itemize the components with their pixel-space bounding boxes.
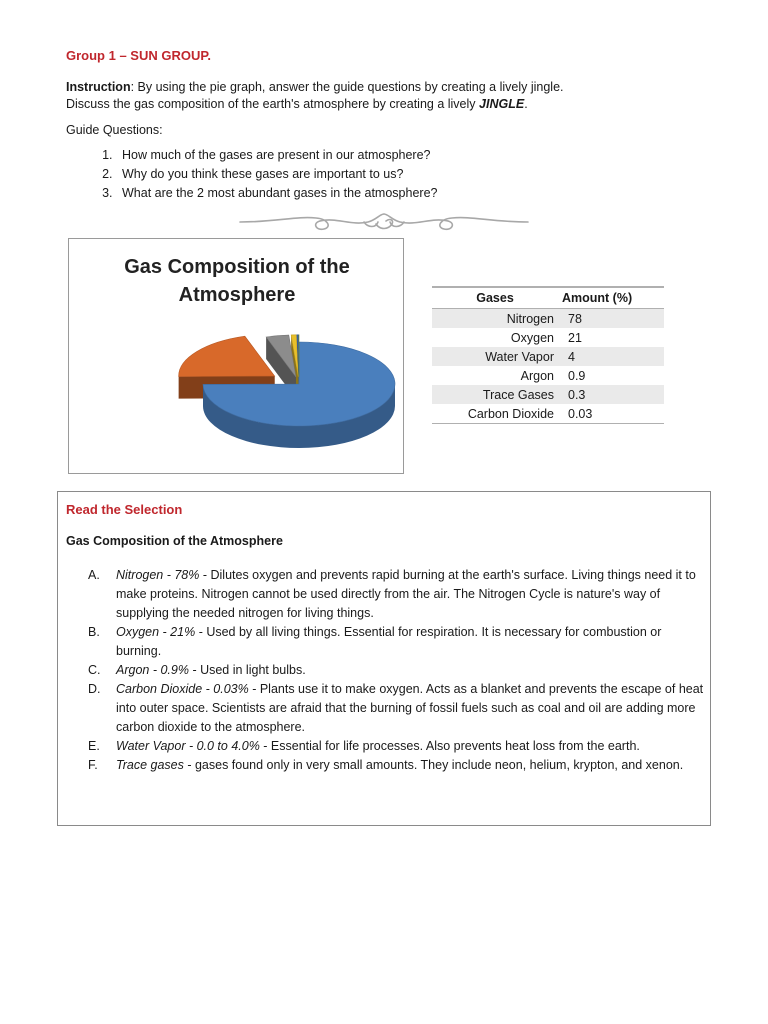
item-marker: D. bbox=[88, 682, 101, 696]
selection-title: Read the Selection bbox=[66, 502, 183, 517]
selection-list bbox=[88, 566, 708, 775]
gas-amount-table bbox=[432, 286, 664, 424]
item-text: - Plants use it to make oxygen. Acts as a blanket and prevents the escape of heat into outer space. Scientists are afraid that the burning of fossil fuels such as coal and oil are adding more carbon dioxide to the atmosphere. bbox=[116, 682, 704, 734]
table-header-gases: Gases bbox=[432, 287, 558, 309]
pie-chart bbox=[69, 239, 405, 475]
gas-name: Water Vapor bbox=[432, 347, 558, 366]
gas-name: Nitrogen bbox=[432, 309, 558, 329]
selection-heading: Gas Composition of the Atmosphere bbox=[66, 534, 283, 548]
group-title: Group 1 – SUN GROUP. bbox=[66, 48, 211, 63]
discuss-emphasis: JINGLE bbox=[479, 97, 525, 111]
table-header-row bbox=[432, 287, 664, 309]
item-term: Carbon Dioxide - 0.03% bbox=[116, 682, 249, 696]
gas-amount: 0.9 bbox=[568, 368, 586, 383]
gas-name: Oxygen bbox=[510, 330, 554, 345]
instruction-label: Instruction bbox=[66, 80, 131, 94]
item-text: - Used by all living things. Essential for respiration. It is necessary for combustion or burning. bbox=[116, 625, 662, 658]
pie-slice-oxygen bbox=[179, 336, 275, 376]
gas-name: Carbon Dioxide bbox=[432, 404, 558, 424]
gas-amount: 21 bbox=[568, 330, 582, 345]
guide-question: 1. How much of the gases are present in our atmosphere? bbox=[116, 146, 437, 165]
instruction-block bbox=[66, 79, 706, 113]
table-row bbox=[432, 328, 664, 347]
table-header-amount: Amount (%) bbox=[558, 287, 664, 309]
gas-amount: 78 bbox=[558, 309, 664, 329]
table-row bbox=[432, 347, 664, 366]
discuss-end: . bbox=[524, 97, 528, 111]
guide-questions-label: Guide Questions: bbox=[66, 123, 163, 137]
instruction-text: : By using the pie graph, answer the guide questions by creating a lively jingle. bbox=[130, 80, 564, 94]
guide-question: 3. What are the 2 most abundant gases in the atmosphere? bbox=[116, 184, 437, 203]
instruction-line bbox=[66, 79, 706, 96]
list-item bbox=[88, 756, 708, 775]
item-marker: B. bbox=[88, 625, 100, 639]
chart-title-line: Atmosphere bbox=[178, 284, 296, 306]
table-row bbox=[432, 309, 664, 329]
item-text: - Used in light bulbs. bbox=[188, 663, 306, 677]
item-term: Trace gases bbox=[116, 758, 184, 772]
chart-title-line: Gas Composition of the bbox=[124, 256, 350, 278]
list-item bbox=[88, 661, 708, 680]
guide-questions-list bbox=[92, 146, 437, 203]
gas-amount: 4 bbox=[558, 347, 664, 366]
gas-amount: 0.3 bbox=[558, 385, 664, 404]
list-item bbox=[88, 623, 708, 661]
item-text: - Dilutes oxygen and prevents rapid burning at the earth's surface. Living things need it to make proteins. Nitrogen cannot be used directly from the air. The Nitrogen Cycle is nature's way of supplying the needed nitrogen for living things. bbox=[116, 568, 696, 620]
table-row bbox=[432, 404, 664, 424]
item-term: Nitrogen - 78% bbox=[116, 568, 200, 582]
gas-name: Argon bbox=[520, 368, 554, 383]
item-marker: F. bbox=[88, 758, 98, 772]
pie-chart-panel bbox=[68, 238, 404, 474]
discuss-line bbox=[66, 96, 706, 113]
item-marker: C. bbox=[88, 663, 101, 677]
guide-question: 2. Why do you think these gases are important to us? bbox=[116, 165, 437, 184]
gas-name: Trace Gases bbox=[432, 385, 558, 404]
item-marker: E. bbox=[88, 739, 100, 753]
item-text: - gases found only in very small amounts. They include neon, helium, krypton, and xenon. bbox=[183, 758, 684, 772]
read-selection-panel bbox=[57, 491, 711, 826]
list-item bbox=[88, 680, 708, 737]
table-row bbox=[432, 366, 664, 385]
discuss-text: Discuss the gas composition of the earth's atmosphere by creating a lively bbox=[66, 97, 476, 111]
table-row bbox=[432, 385, 664, 404]
scroll-divider-ornament bbox=[236, 210, 532, 234]
item-term: Oxygen - 21% bbox=[116, 625, 196, 639]
item-text: - Essential for life processes. Also prevents heat loss from the earth. bbox=[259, 739, 640, 753]
item-term: Argon - 0.9% bbox=[116, 663, 189, 677]
list-item bbox=[88, 566, 708, 623]
list-item bbox=[88, 737, 708, 756]
item-marker: A. bbox=[88, 568, 100, 582]
gas-amount: 0.03 bbox=[558, 404, 664, 424]
item-term: Water Vapor - 0.0 to 4.0% bbox=[116, 739, 260, 753]
